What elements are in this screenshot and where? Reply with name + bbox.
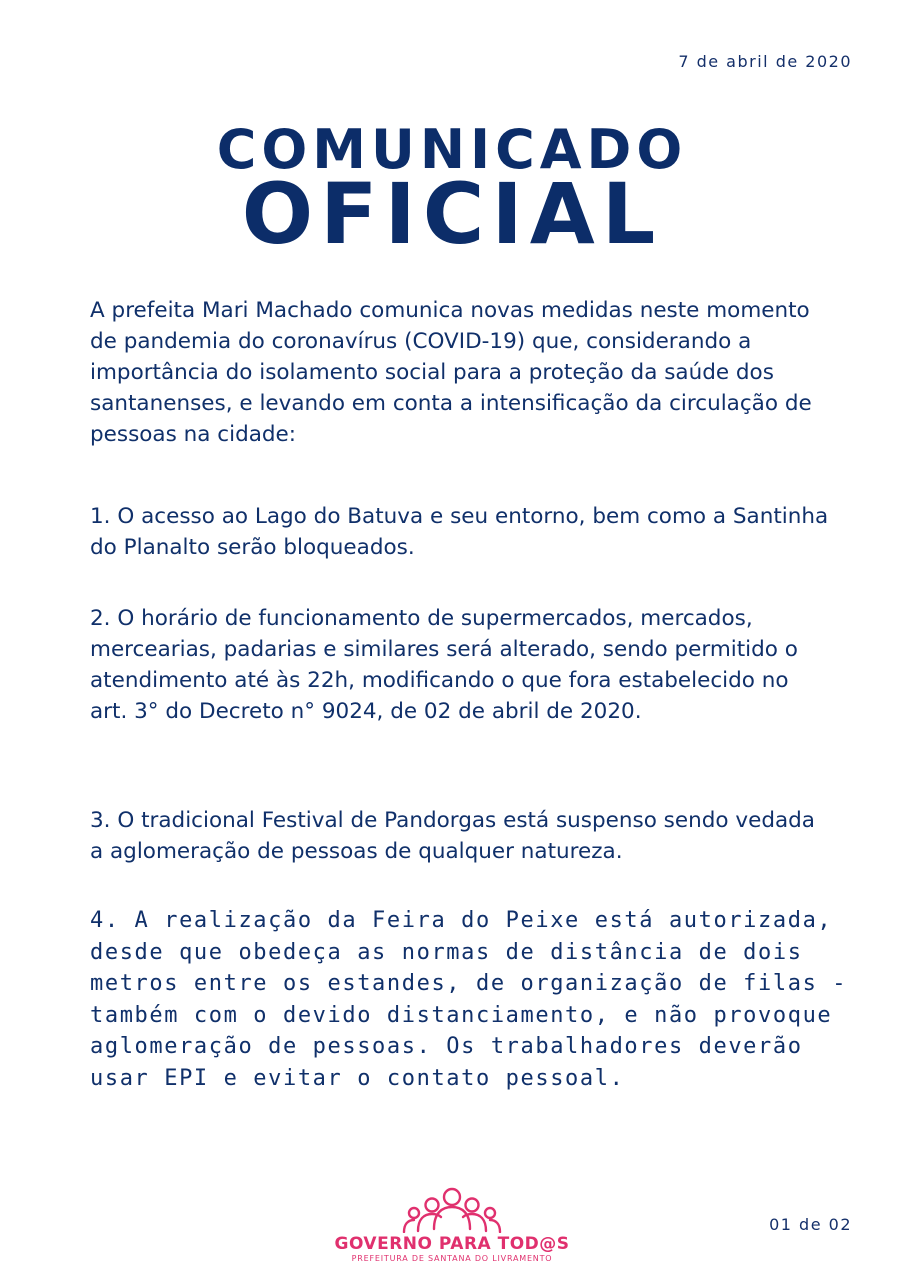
measure-item-4: 4. A realização da Feira do Peixe está autorizada, desde que obedeça as normas de distância de dois metros entre os estandes, de organização de filas - também com o devido distanciamento, e não provoque aglomeração de pessoas. Os trabalhadores deverão usar EPI e evitar o contato pessoal. bbox=[90, 908, 848, 1091]
intro-paragraph: A prefeita Mari Machado comunica novas medidas neste momento de pandemia do coronavírus (COVID-19) que, considerando a importância do isolamento social para a proteção da saúde dos santanenses, e levando em conta a intensificação da circulação de pessoas na cidade: bbox=[90, 298, 812, 447]
page-number: 01 de 02 bbox=[769, 1215, 852, 1234]
measure-item-1: 1. O acesso ao Lago do Batuva e seu entorno, bem como a Santinha do Planalto serão bloqueados. bbox=[90, 504, 829, 560]
measure-item-3: 3. O tradicional Festival de Pandorgas está suspenso sendo vedada a aglomeração de pessoas de qualquer natureza. bbox=[90, 808, 815, 864]
document-date: 7 de abril de 2020 bbox=[678, 52, 852, 71]
title-line-comunicado: COMUNICADO bbox=[216, 118, 688, 181]
government-logo bbox=[322, 1185, 582, 1265]
logo-subtitle: PREFEITURA DE SANTANA DO LIVRAMENTO bbox=[351, 1254, 553, 1263]
logo-name: GOVERNO PARA TOD@S bbox=[334, 1234, 570, 1254]
title-line-oficial: OFICIAL bbox=[241, 165, 663, 263]
people-group-icon bbox=[402, 1185, 502, 1233]
measure-item-2: 2. O horário de funcionamento de supermercados, mercados, mercearias, padarias e similares será alterado, sendo permitido o atendimento até às 22h, modificando o que fora estabelecido no art. 3° do Decreto n° 9024, de 02 de abril de 2020. bbox=[90, 606, 798, 724]
